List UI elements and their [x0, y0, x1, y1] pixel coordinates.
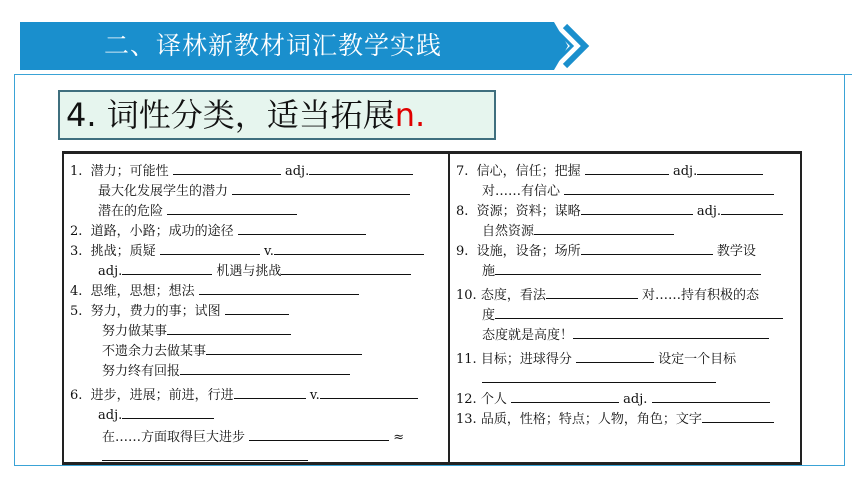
item-text: 度 [482, 308, 496, 323]
list-item [482, 180, 774, 200]
list-item [70, 280, 359, 300]
banner-title: 二、译林新教材词汇教学实践 [104, 31, 443, 60]
item-text: 个人 [480, 392, 507, 407]
item-number: 5. [70, 304, 83, 319]
item-number: 8. [456, 204, 469, 219]
answer-blank[interactable] [249, 426, 389, 441]
item-text: 道路，小路；成功的途径 [90, 224, 234, 239]
list-item [70, 240, 424, 260]
item-text: 挑战；质疑 [90, 244, 156, 259]
item-text: 对……持有积极的态 [641, 288, 759, 303]
answer-blank[interactable] [495, 304, 783, 319]
subtitle-box [58, 90, 496, 140]
list-item [102, 360, 350, 380]
answer-blank[interactable] [585, 160, 669, 175]
pos-label: adj. [284, 164, 310, 179]
item-number: 10. [456, 288, 477, 303]
item-text: 设施，设备；场所 [476, 244, 581, 259]
list-item [98, 260, 411, 280]
list-item [102, 426, 404, 446]
item-number: 11. [456, 352, 477, 367]
list-item [70, 220, 366, 240]
answer-blank[interactable] [232, 180, 410, 195]
item-number: 13. [456, 412, 477, 427]
list-item [102, 340, 362, 360]
item-text: 潜在的危险 [98, 204, 164, 219]
item-text: 思维，思想；想法 [90, 284, 195, 299]
item-text: 品质，性格；特点；人物，角色；文字 [480, 412, 702, 427]
answer-blank[interactable] [495, 260, 761, 275]
list-item [482, 304, 783, 324]
pos-label: v. [309, 388, 320, 403]
item-text: 在……方面取得巨大进步 [102, 430, 246, 445]
item-number: 4. [70, 284, 83, 299]
list-item [102, 320, 291, 340]
vocabulary-worksheet [62, 151, 802, 465]
answer-blank[interactable] [180, 360, 350, 375]
item-text: 态度就是高度！ [482, 328, 574, 343]
frame-right-line [844, 74, 845, 466]
list-item [98, 404, 214, 424]
answer-blank[interactable] [238, 220, 366, 235]
answer-blank[interactable] [697, 160, 763, 175]
list-item [456, 388, 770, 408]
answer-blank[interactable] [122, 260, 212, 275]
item-text: 目标；进球得分 [480, 352, 572, 367]
answer-blank[interactable] [199, 280, 359, 295]
item-text: 施 [482, 264, 496, 279]
answer-blank[interactable] [702, 408, 774, 423]
item-text: 对……有信心 [482, 184, 561, 199]
answer-blank[interactable] [652, 388, 770, 403]
answer-blank[interactable] [320, 384, 418, 399]
list-item [98, 180, 410, 200]
item-number: 2. [70, 224, 83, 239]
list-item [456, 408, 774, 428]
answer-blank[interactable] [534, 220, 674, 235]
item-text: 资源；资料；谋略 [476, 204, 581, 219]
item-text: 设定一个目标 [658, 352, 737, 367]
list-item [456, 284, 759, 304]
list-item [482, 324, 769, 344]
item-text: 信心，信任；把握 [476, 164, 581, 179]
list-item [102, 446, 308, 466]
list-item [456, 160, 763, 180]
pos-label: adj. [672, 164, 698, 179]
item-number: 3. [70, 244, 83, 259]
pos-label: adj. [98, 264, 123, 279]
section-banner [20, 22, 576, 70]
subtitle-text: 4. 词性分类，适当拓展 [66, 96, 395, 134]
item-text: 努力终有回报 [102, 364, 181, 379]
answer-blank[interactable] [122, 404, 214, 419]
answer-blank[interactable] [281, 260, 411, 275]
answer-blank[interactable] [546, 284, 638, 299]
item-text: 不遗余力去做某事 [102, 344, 207, 359]
answer-blank[interactable] [225, 300, 289, 315]
answer-blank[interactable] [576, 348, 654, 363]
list-item [70, 384, 418, 404]
item-text: 自然资源 [482, 224, 535, 239]
list-item [456, 240, 756, 260]
list-item [482, 368, 716, 388]
item-number: 6. [70, 388, 83, 403]
item-text: 机遇与挑战 [216, 264, 282, 279]
item-number: 1. [70, 164, 83, 179]
item-number: 9. [456, 244, 469, 259]
approx-mark: ≈ [393, 430, 405, 445]
answer-blank[interactable] [102, 446, 308, 461]
item-number: 7. [456, 164, 469, 179]
answer-blank[interactable] [581, 200, 693, 215]
answer-blank[interactable] [234, 384, 306, 399]
subtitle-accent: n. [394, 96, 426, 134]
list-item [70, 300, 289, 320]
item-text: 最大化发展学生的潜力 [98, 184, 229, 199]
answer-blank[interactable] [274, 240, 424, 255]
pos-label: adj. [98, 408, 123, 423]
list-item [482, 220, 674, 240]
answer-blank[interactable] [206, 340, 362, 355]
answer-blank[interactable] [573, 324, 769, 339]
item-text: 教学设 [716, 244, 756, 259]
answer-blank[interactable] [564, 180, 774, 195]
answer-blank[interactable] [167, 320, 291, 335]
list-item [482, 260, 761, 280]
item-number: 12. [456, 392, 477, 407]
frame-top-line [14, 74, 852, 75]
item-text: 态度，看法 [480, 288, 546, 303]
answer-blank[interactable] [309, 160, 413, 175]
item-text: 进步，进展；前进，行进 [90, 388, 234, 403]
item-text: 努力做某事 [102, 324, 168, 339]
pos-label: adj. [623, 392, 648, 407]
column-divider [448, 154, 450, 462]
list-item [98, 200, 297, 220]
answer-blank[interactable] [511, 388, 619, 403]
pos-label: v. [263, 244, 274, 259]
answer-blank[interactable] [721, 200, 783, 215]
answer-blank[interactable] [167, 200, 297, 215]
list-item [70, 160, 413, 180]
answer-blank[interactable] [173, 160, 281, 175]
list-item [456, 348, 736, 368]
item-text: 努力，费力的事；试图 [90, 304, 221, 319]
answer-blank[interactable] [160, 240, 260, 255]
pos-label: adj. [696, 204, 722, 219]
list-item [456, 200, 783, 220]
answer-blank[interactable] [482, 368, 716, 383]
frame-left-line [14, 74, 15, 466]
item-text: 潜力；可能性 [90, 164, 169, 179]
answer-blank[interactable] [581, 240, 713, 255]
